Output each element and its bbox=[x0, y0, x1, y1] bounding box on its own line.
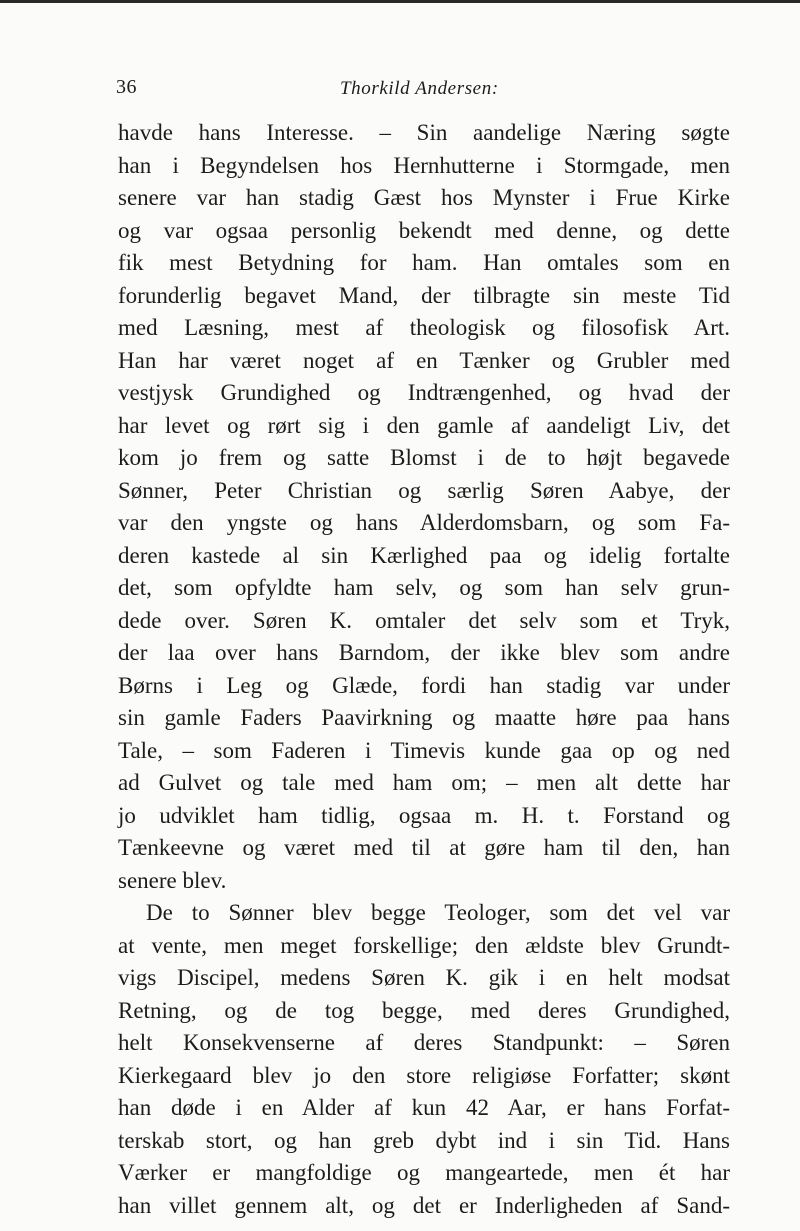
text-line: vestjysk Grundighed og Indtrængenhed, og hvad der bbox=[118, 380, 730, 405]
text-line: det, som opfyldte ham selv, og som han selv grun- bbox=[118, 575, 730, 600]
text-line: Værker er mangfoldige og mangeartede, men ét har bbox=[118, 1160, 730, 1185]
body-text bbox=[118, 117, 730, 1222]
page-header bbox=[0, 76, 800, 106]
text-line: deren kastede al sin Kærlighed paa og idelig fortalte bbox=[118, 542, 730, 568]
text-line: terskab stort, og han greb dybt ind i sin Tid. Hans bbox=[118, 1127, 730, 1153]
text-line: Børns i Leg og Glæde, fordi han stadig var under bbox=[118, 672, 730, 698]
text-line: forunderlig begavet Mand, der tilbragte sin meste Tid bbox=[118, 282, 730, 308]
text-line: var den yngste og hans Alderdomsbarn, og som Fa- bbox=[118, 510, 730, 535]
text-line: at vente, men meget forskellige; den ældste blev Grundt- bbox=[118, 932, 730, 958]
text-line: havde hans Interesse. – Sin aandelige Næring søgte bbox=[118, 120, 730, 145]
text-line: og var ogsaa personlig bekendt med denne, og dette bbox=[118, 217, 730, 243]
text-line: han døde i en Alder af kun 42 Aar, er hans Forfat- bbox=[118, 1095, 730, 1120]
paragraph-end-line: senere blev. bbox=[118, 867, 227, 893]
running-head: Thorkild Andersen: bbox=[340, 78, 499, 99]
top-edge-rule bbox=[0, 0, 800, 3]
text-line: Han har været noget af en Tænker og Grubler med bbox=[118, 347, 730, 373]
text-line: helt Konsekvenserne af deres Standpunkt: – Søren bbox=[118, 1030, 730, 1055]
text-line: dede over. Søren K. omtaler det selv som et Tryk, bbox=[118, 607, 730, 633]
text-line: kom jo frem og satte Blomst i de to højt begavede bbox=[118, 445, 730, 470]
text-line: jo udviklet ham tidlig, ogsaa m. H. t. Forstand og bbox=[118, 802, 730, 828]
text-line: der laa over hans Barndom, der ikke blev som andre bbox=[118, 640, 730, 665]
text-line: Tænkeevne og været med til at gøre ham til den, han bbox=[118, 835, 730, 860]
text-line: Tale, – som Faderen i Timevis kunde gaa op og ned bbox=[118, 737, 730, 763]
text-line: med Læsning, mest af theologisk og filosofisk Art. bbox=[118, 315, 730, 340]
paragraph-start-line: De to Sønner blev begge Teologer, som det vel var bbox=[146, 900, 730, 925]
text-line: Kierkegaard blev jo den store religiøse Forfatter; skønt bbox=[118, 1062, 730, 1088]
text-line: sin gamle Faders Paavirkning og maatte høre paa hans bbox=[118, 705, 730, 730]
text-line: han i Begyndelsen hos Hernhutterne i Stormgade, men bbox=[118, 152, 730, 178]
text-line: fik mest Betydning for ham. Han omtales som en bbox=[118, 250, 730, 275]
text-line: Retning, og de tog begge, med deres Grundighed, bbox=[118, 997, 730, 1023]
text-line: senere var han stadig Gæst hos Mynster i Frue Kirke bbox=[118, 185, 730, 210]
text-line: Sønner, Peter Christian og særlig Søren Aabye, der bbox=[118, 477, 730, 503]
text-line: vigs Discipel, medens Søren K. gik i en helt modsat bbox=[118, 965, 730, 990]
page-number: 36 bbox=[116, 76, 137, 98]
text-line: har levet og rørt sig i den gamle af aandeligt Liv, det bbox=[118, 412, 730, 438]
text-line: han villet gennem alt, og det er Inderligheden af Sand- bbox=[118, 1192, 730, 1218]
text-line: ad Gulvet og tale med ham om; – men alt dette har bbox=[118, 770, 730, 795]
